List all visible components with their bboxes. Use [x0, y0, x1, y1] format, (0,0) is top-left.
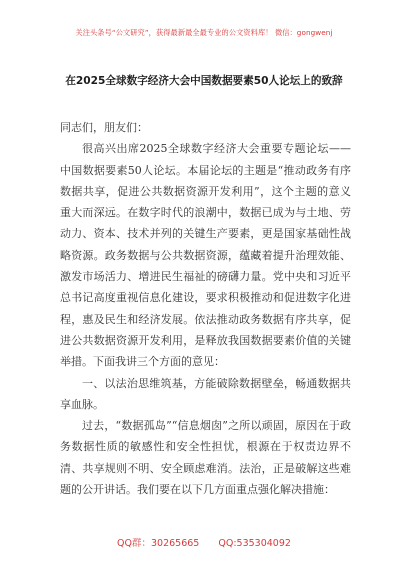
document-body [60, 117, 351, 500]
paragraph-section-heading: 一、以法治思维筑基，方能破除数据壁垒，畅通数据共享血脉。 [60, 376, 351, 411]
footer [0, 535, 408, 549]
footer-qq: QQ:535304092 [218, 538, 291, 549]
paragraph-intro: 很高兴出席2025全球数字经济大会重要专题论坛——中国数据要素50人论坛。本届论坛的主题是“推动政务有序数据共享，促进公共数据资源开发利用”，这个主题的意义重大而深远。在数字时代的浪潮中，数据已成为与土地、劳动力、资本、技术并列的关键生产要素，更是国家基础性战略资源。政务数据与公共数据资源，蕴藏着提升治理效能、激发市场活力、增进民生福祉的磅礴力量。党中央和习近平总书记高度重视信息化建设，要求积极推动和促进数字化进程，惠及民生和经济发展。依法推动政务数据有序共享，促进公共数据资源开发利用，是释放我国数据要素价值的关键举措。下面我讲三个方面的意见： [60, 142, 351, 369]
paragraph-body: 过去，“数据孤岛”“信息烟囱”之所以顽固，原因在于政务数据性质的敏感性和安全性担忧，根源在于权责边界不清、共享规则不明、安全顾虑难消。法治，正是破解这些难题的公开讲话。我们要在以下几方面重点强化解决措施： [60, 419, 351, 497]
header-banner: 关注头条号“公文研究”，获得最新最全最专业的公文资料库！ 微信：gongwenj [75, 28, 333, 37]
salutation: 同志们，朋友们： [60, 121, 148, 134]
document-title: 在2025全球数字经济大会中国数据要素50人论坛上的致辞 [65, 75, 343, 87]
footer-qq-group: QQ群：30265665 [117, 538, 200, 549]
